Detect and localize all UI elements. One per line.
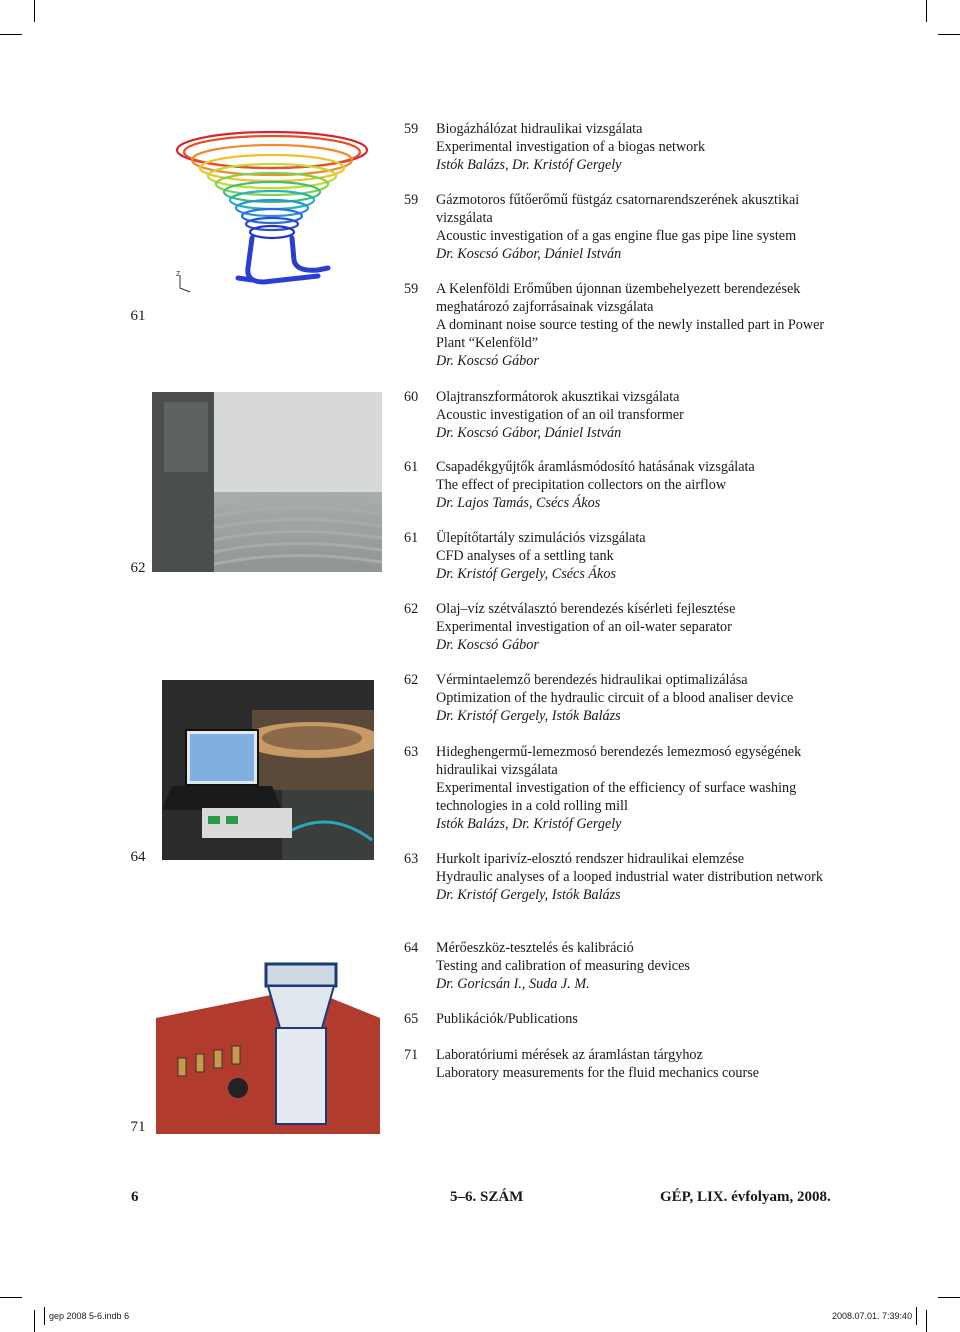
entry-page-number: 60	[404, 389, 419, 405]
toc-entry	[404, 939, 834, 993]
entry-english-title: Acoustic investigation of a gas engine flue gas pipe line system	[436, 228, 797, 244]
entry-page-number: 63	[404, 851, 419, 867]
entry-authors: Dr. Koscsó Gábor	[436, 353, 539, 369]
entry-hungarian-title: Gázmotoros fűtőerőmű füstgáz csatornarendszerének akusztikai vizsgálata	[436, 192, 800, 226]
cfd-vortex-figure	[168, 120, 376, 298]
entry-hungarian-title: Publikációk/Publications	[436, 1011, 578, 1027]
photo-page-number: 71	[130, 1119, 146, 1135]
entry-page-number: 71	[404, 1047, 419, 1063]
entry-english-title: Laboratory measurements for the fluid mechanics course	[436, 1065, 760, 1081]
entry-english-title: Experimental investigation of a biogas network	[436, 139, 706, 155]
toc-entry	[404, 850, 834, 904]
photo-page-number: 64	[130, 849, 146, 865]
entry-hungarian-title: Laboratóriumi mérések az áramlástan tárgyhoz	[436, 1047, 703, 1063]
footer-page-number: 6	[131, 1189, 139, 1205]
toc-entry	[404, 529, 834, 583]
crop-mark	[34, 0, 35, 22]
entry-authors: Dr. Goricsán I., Suda J. M.	[436, 976, 590, 992]
crop-mark	[926, 0, 927, 22]
entry-hungarian-title: Biogázhálózat hidraulikai vizsgálata	[436, 121, 643, 137]
entry-authors: Dr. Kristóf Gergely, Csécs Ákos	[436, 566, 616, 582]
entry-english-title: Experimental investigation of the efficiency of surface washing technologies in a cold rolling mill	[436, 780, 797, 814]
measurement-laptop-photo	[162, 680, 374, 860]
entry-hungarian-title: Vérmintaelemző berendezés hidraulikai optimalizálása	[436, 672, 748, 688]
footer-issue: 5–6. SZÁM	[450, 1189, 524, 1205]
entry-page-number: 65	[404, 1011, 419, 1027]
entry-page-number: 61	[404, 530, 419, 546]
entry-english-title: Acoustic investigation of an oil transformer	[436, 407, 684, 423]
entry-hungarian-title: Ülepítőtartály szimulációs vizsgálata	[436, 530, 646, 546]
toc-entry	[404, 458, 834, 512]
toc-entry	[404, 280, 834, 370]
calibration-device-photo	[156, 958, 380, 1134]
entry-hungarian-title: Hideghengermű-lemezmosó berendezés lemezmosó egységének hidraulikai vizsgálata	[436, 744, 802, 778]
entry-english-title: A dominant noise source testing of the newly installed part in Power Plant “Kelenföld”	[436, 317, 825, 351]
crop-mark	[34, 1310, 35, 1332]
entry-english-title: Optimization of the hydraulic circuit of a blood analiser device	[436, 690, 794, 706]
entry-hungarian-title: Mérőeszköz-tesztelés és kalibráció	[436, 940, 634, 956]
entry-english-title: Testing and calibration of measuring devices	[436, 958, 690, 974]
toc-entry	[404, 671, 834, 725]
entry-hungarian-title: Olajtranszformátorok akusztikai vizsgálata	[436, 389, 680, 405]
print-slug-date: 2008.07.01. 7:39:40	[828, 1307, 917, 1325]
entry-english-title: CFD analyses of a settling tank	[436, 548, 614, 564]
axis-label: Z	[176, 271, 181, 278]
entry-authors: Dr. Koscsó Gábor	[436, 637, 539, 653]
toc-entry	[404, 191, 834, 263]
footer-journal: GÉP, LIX. évfolyam, 2008.	[660, 1189, 831, 1205]
entry-page-number: 59	[404, 281, 419, 297]
print-slug-file: gep 2008 5-6.indb 6	[44, 1307, 133, 1325]
entry-hungarian-title: Olaj–víz szétválasztó berendezés kísérleti fejlesztése	[436, 601, 736, 617]
crop-mark	[926, 1310, 927, 1332]
entry-page-number: 63	[404, 744, 419, 760]
toc-entry	[404, 1010, 834, 1028]
entry-english-title: Experimental investigation of an oil-water separator	[436, 619, 732, 635]
entry-page-number: 62	[404, 601, 419, 617]
entry-page-number: 62	[404, 672, 419, 688]
entry-authors: Dr. Koscsó Gábor, Dániel István	[436, 246, 622, 262]
entry-page-number: 59	[404, 121, 419, 137]
crop-mark	[938, 34, 960, 35]
crop-mark	[0, 34, 22, 35]
toc-entry	[404, 1046, 834, 1082]
entry-authors: Dr. Lajos Tamás, Csécs Ákos	[436, 495, 601, 511]
entry-hungarian-title: A Kelenföldi Erőműben újonnan üzembehelyezett berendezések meghatározó zajforrásainak vizsgálata	[436, 281, 801, 315]
toc-entry	[404, 120, 834, 174]
entry-authors: Dr. Kristóf Gergely, Istók Balázs	[436, 708, 621, 724]
entry-page-number: 59	[404, 192, 419, 208]
photo-page-number: 62	[130, 560, 146, 576]
toc-entry	[404, 743, 834, 833]
entry-page-number: 64	[404, 940, 419, 956]
entry-hungarian-title: Hurkolt iparivíz-elosztó rendszer hidraulikai elemzése	[436, 851, 745, 867]
entry-page-number: 61	[404, 459, 419, 475]
entry-authors: Istók Balázs, Dr. Kristóf Gergely	[436, 157, 622, 173]
entry-authors: Dr. Koscsó Gábor, Dániel István	[436, 425, 622, 441]
toc-entry	[404, 388, 834, 442]
entry-hungarian-title: Csapadékgyűjtők áramlásmódosító hatásának vizsgálata	[436, 459, 755, 475]
entry-authors: Istók Balázs, Dr. Kristóf Gergely	[436, 816, 622, 832]
settling-tank-photo	[152, 392, 382, 572]
entry-english-title: Hydraulic analyses of a looped industrial water distribution network	[436, 869, 823, 885]
photo-page-number: 61	[130, 308, 146, 324]
crop-mark	[0, 1297, 22, 1298]
toc-entry	[404, 600, 834, 654]
entry-english-title: The effect of precipitation collectors on the airflow	[436, 477, 727, 493]
crop-mark	[938, 1297, 960, 1298]
entry-authors: Dr. Kristóf Gergely, Istók Balázs	[436, 887, 621, 903]
